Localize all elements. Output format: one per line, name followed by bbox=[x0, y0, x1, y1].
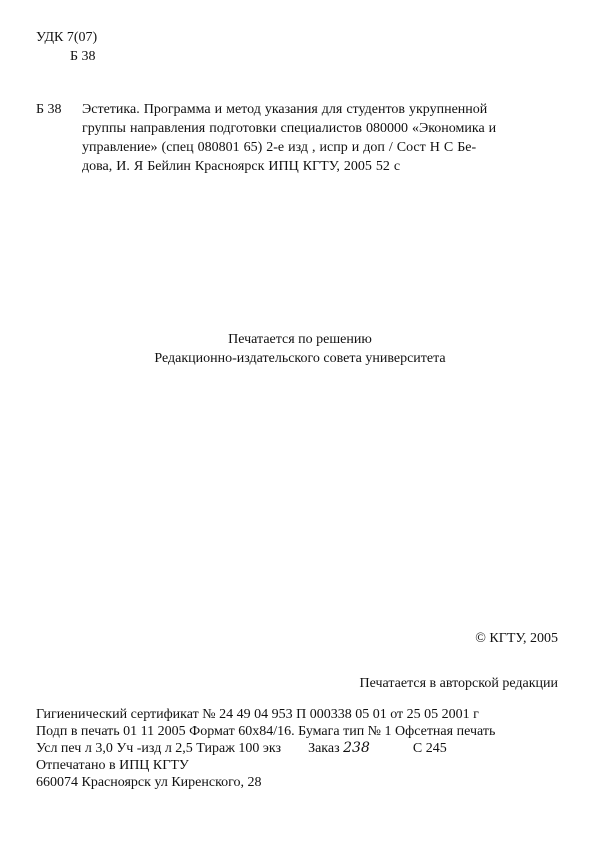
printed-at: Отпечатано в ИПЦ КГТУ bbox=[36, 758, 189, 773]
author-edition-note: Печатается в авторской редакции bbox=[359, 676, 558, 691]
hygiene-certificate: Гигиенический сертификат № 24 49 04 953 П 000338 05 01 от 25 05 2001 г bbox=[36, 707, 479, 722]
author-mark: Б 38 bbox=[70, 49, 96, 64]
order-code: С 245 bbox=[412, 741, 447, 756]
bibliographic-description bbox=[82, 100, 562, 176]
biblio-line: группы направления подготовки специалистов 080000 «Экономика и bbox=[82, 121, 497, 136]
decision-line-2: Редакционно-издательского совета университета bbox=[154, 351, 446, 366]
imprint-block bbox=[36, 706, 495, 791]
print-details: Подп в печать 01 11 2005 Формат 60x84/16. Бумага тип № 1 Офсетная печать bbox=[36, 724, 496, 739]
print-run: Усл печ л 3,0 Уч -изд л 2,5 Тираж 100 экз bbox=[36, 741, 282, 756]
order-label: Заказ bbox=[308, 741, 340, 756]
udk-classification: УДК 7(07) bbox=[36, 30, 98, 45]
publication-decision bbox=[0, 330, 600, 368]
print-run-line bbox=[36, 740, 495, 757]
biblio-line: Эстетика. Программа и метод указания для студентов укрупненной bbox=[82, 102, 488, 117]
biblio-line: управление» (спец 080801 65) 2-е изд , испр и доп / Сост Н С Бе- bbox=[82, 140, 477, 155]
biblio-line: дова, И. Я Бейлин Красноярск ИПЦ КГТУ, 2005 52 с bbox=[82, 159, 401, 174]
decision-line-1: Печатается по решению bbox=[228, 332, 372, 347]
biblio-author-mark: Б 38 bbox=[36, 102, 62, 117]
copyright-notice: © КГТУ, 2005 bbox=[475, 631, 558, 646]
printer-address: 660074 Красноярск ул Киренского, 28 bbox=[36, 775, 262, 790]
order-number: 238 bbox=[343, 740, 370, 756]
